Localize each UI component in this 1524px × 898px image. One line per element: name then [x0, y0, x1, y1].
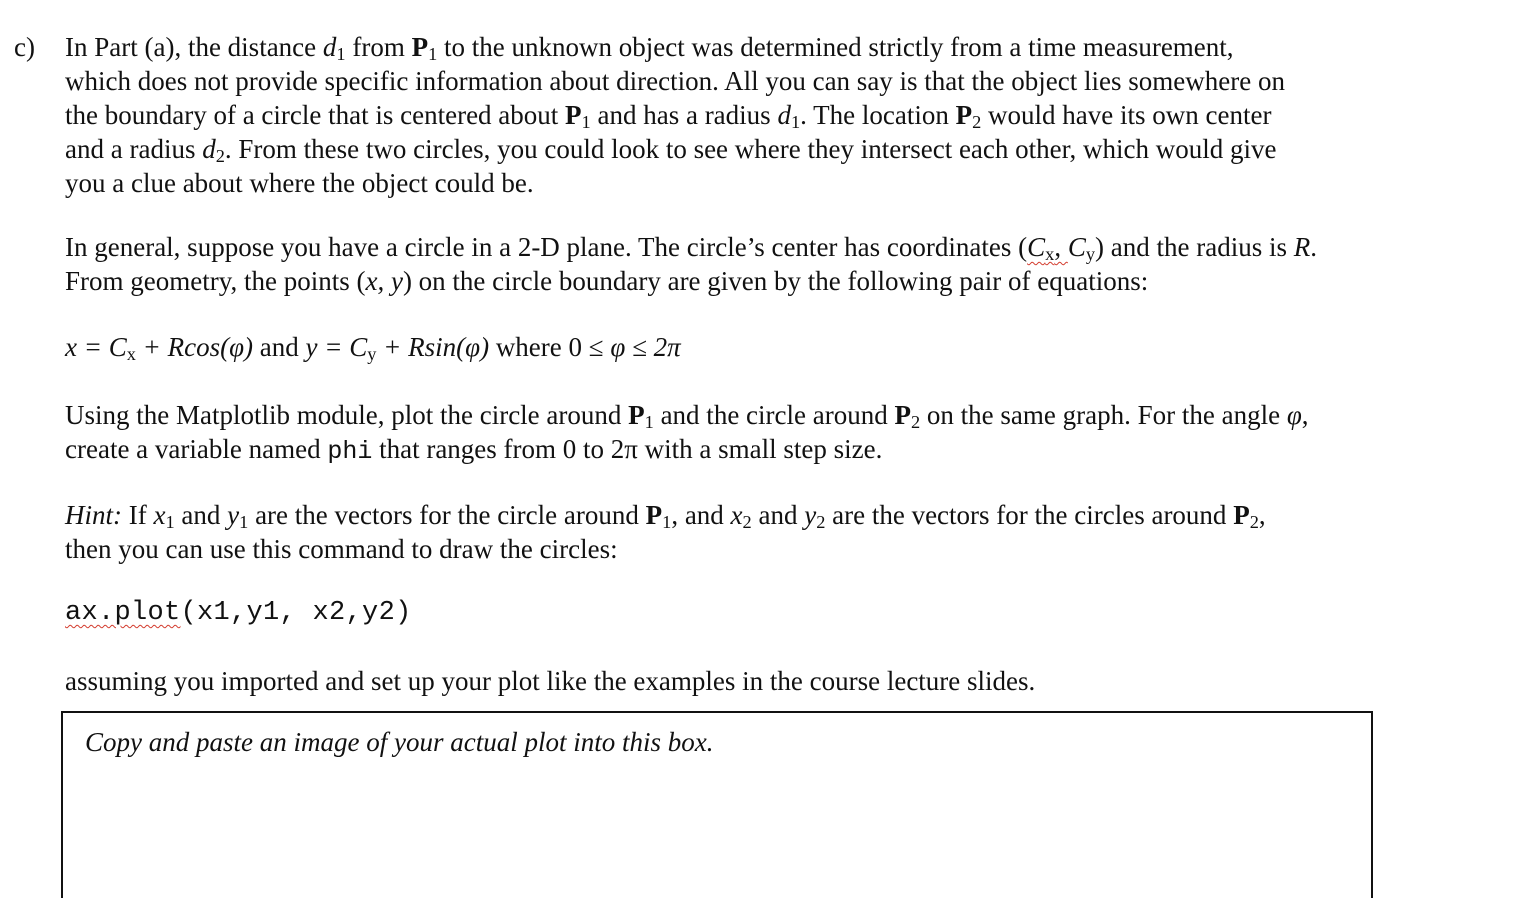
ax-plot-spelling-underline: ax.plot [65, 598, 181, 628]
intro-line-3: the boundary of a circle that is centered about $P_1$ and has a radius $d_1$. The location $P_2$ would have its own center [65, 100, 1272, 133]
intro-line-2: which does not provide specific information about direction. All you can say is that the object lies somewhere on [65, 66, 1285, 96]
hint-line-1: Hint: If $x_1$ and $y_1$ are the vectors for the circle around $P_1$, and $x_2$ and $y_2$ are the vectors for the circles around $P_2$, [65, 500, 1266, 533]
intro-line-5: you a clue about where the object could be. [65, 168, 534, 198]
matplotlib-instructions [65, 398, 1309, 466]
intro-line-4: and a radius $d_2$. From these two circles, you could look to see where they intersect each other, which would give [65, 134, 1277, 167]
answer-box-instruction: Copy and paste an image of your actual plot into this box. [85, 727, 714, 757]
phi-variable-code: phi [327, 437, 373, 466]
hint-line-2: then you can use this command to draw the circles: [65, 534, 618, 564]
circle-equation: $x = C_x + Rcos(\varphi)$ and $y = C_y + Rsin(\varphi)$ where 0 ≤ φ ≤ 2π [65, 332, 681, 365]
cx-cy-spelling-underline: $C_x$, [1027, 232, 1068, 265]
assumption-text: assuming you imported and set up your plot like the examples in the course lecture slides. [65, 666, 1036, 696]
hint-paragraph [65, 498, 1266, 566]
part-label: c) [14, 32, 35, 62]
plot-command-code: ax.plot(x1,y1, x2,y2) [65, 598, 412, 628]
intro-paragraph [65, 30, 1285, 200]
instructions-line-2: create a variable named phi that ranges from 0 to 2π with a small step size. [65, 434, 883, 466]
intro-line-1: In Part (a), the distance $d_1$ from $P_1$ to the unknown object was determined strictly from a time measurement, [65, 32, 1234, 65]
geometry-line-1: In general, suppose you have a circle in a 2-D plane. The circle’s center has coordinates ($C_x$, $C_y$) and the radius is R. [65, 232, 1317, 265]
plot-answer-box[interactable] [61, 711, 1373, 898]
geometry-line-2: From geometry, the points (x, y) on the circle boundary are given by the following pair of equations: [65, 266, 1149, 296]
instructions-line-1: Using the Matplotlib module, plot the circle around $P_1$ and the circle around $P_2$ on the same graph. For the angle φ, [65, 400, 1309, 433]
circle-geometry-paragraph [65, 230, 1317, 298]
